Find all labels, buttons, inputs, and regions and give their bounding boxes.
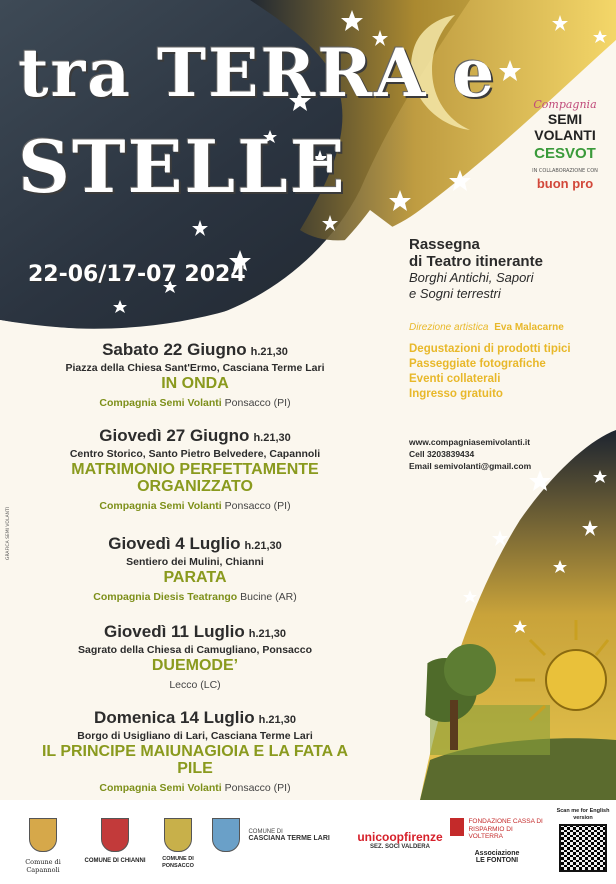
- capannoli-crest-icon: [29, 818, 57, 852]
- event-5: [30, 708, 360, 794]
- event-time: h.21,30: [248, 628, 287, 640]
- event-place: Borgo di Usigliano di Lari, Casciana Terme Lari: [77, 730, 313, 742]
- artistic-direction: [409, 322, 564, 333]
- event-2: [30, 426, 360, 512]
- event-title: DUEMODE’: [151, 657, 239, 674]
- qr-code-block[interactable]: Scan me for English version: [554, 808, 612, 872]
- feature-item: Eventi collaterali: [409, 373, 501, 385]
- casciana-crest-icon: [212, 818, 240, 852]
- organizer-logo: [520, 98, 610, 143]
- logo-ponsacco: COMUNE DI PONSACCO: [150, 818, 206, 870]
- poster-title-line2: STELLE: [18, 124, 347, 209]
- organizer-name: SEMI VOLANTI: [534, 111, 596, 143]
- event-date: Domenica 14 Luglio h.21,30: [94, 708, 296, 727]
- event-company: Compagnia Semi Volanti Ponsacco (PI): [99, 782, 291, 794]
- feature-item: Ingresso gratuito: [409, 388, 503, 400]
- direction-label: Direzione artistica: [409, 322, 489, 333]
- intro-line3: Borghi Antichi, Sapori: [409, 270, 534, 285]
- event-time: h.21,30: [258, 714, 296, 726]
- event-place: Centro Storico, Santo Pietro Belvedere, Capannoli: [69, 448, 321, 460]
- event-3: [30, 534, 360, 603]
- logo-casciana: COMUNE DI CASCIANA TERME LARI: [212, 818, 342, 852]
- event-4: [30, 622, 360, 691]
- logo-chianni: COMUNE DI CHIANNI: [84, 818, 146, 864]
- ponsacco-crest-icon: [164, 818, 192, 852]
- event-place: Sagrato della Chiesa di Camugliano, Ponsacco: [78, 644, 312, 656]
- logo-fondazione: FONDAZIONE CASSA DI RISPARMIO DI VOLTERRA: [450, 818, 550, 841]
- event-title: IN ONDA: [161, 375, 229, 392]
- event-title: MATRIMONIO PERFETTAMENTE ORGANIZZATO: [71, 461, 319, 495]
- side-credit: GRAFICA SEMI VOLANTI: [6, 506, 11, 560]
- event-time: h.21,30: [250, 346, 288, 358]
- phone-number: Cell 3203839434: [409, 449, 475, 459]
- event-date: Sabato 22 Giugno h.21,30: [102, 340, 288, 359]
- event-date: Giovedì 4 Luglio h.21,30: [108, 534, 282, 553]
- collab-label: IN COLLABORAZIONE CON: [532, 168, 598, 174]
- direction-name: Eva Malacarne: [494, 322, 564, 333]
- intro-line2: di Teatro itinerante: [409, 253, 543, 270]
- buonpro-logo: buon pro: [536, 176, 594, 191]
- intro-line1: Rassegna: [409, 236, 480, 253]
- event-place: Piazza della Chiesa Sant'Ermo, Casciana Terme Lari: [65, 362, 325, 374]
- event-date: Giovedì 11 Luglio h.21,30: [103, 622, 287, 641]
- event-title: IL PRINCIPE MAIUNAGIOIA E LA FATA A PILE: [41, 743, 349, 777]
- logo-unicoop: unicoopfirenze SEZ. SOCI VALDERA: [357, 830, 443, 850]
- event-place: Sentiero dei Mulini, Chianni: [126, 556, 264, 568]
- event-time: h.21,30: [244, 540, 282, 552]
- features-list: [409, 342, 571, 402]
- event-title: PARATA: [163, 569, 227, 586]
- fondazione-crest-icon: [450, 818, 464, 836]
- event-date: Giovedì 27 Giugno h.21,30: [99, 426, 291, 445]
- feature-item: Degustazioni di prodotti tipici: [409, 343, 571, 355]
- feature-item: Passeggiate fotografiche: [409, 358, 546, 370]
- event-company: Compagnia Semi Volanti Ponsacco (PI): [99, 500, 291, 512]
- poster-title-line1: tra TERRA e: [18, 34, 497, 112]
- email-address[interactable]: Email semivolanti@gmail.com: [409, 461, 532, 471]
- chianni-crest-icon: [101, 818, 129, 852]
- contacts: [409, 436, 531, 472]
- event-time: h.21,30: [253, 432, 291, 444]
- logo-le-fontoni: Associazione LE FONTONI: [474, 850, 520, 864]
- logo-capannoli: Comune di Capannoli: [12, 818, 74, 874]
- event-1: [30, 340, 360, 409]
- event-company: Compagnia Semi Volanti Ponsacco (PI): [99, 397, 291, 409]
- festival-dates: 22-06/17-07 2024: [28, 262, 246, 287]
- intro-line4: e Sogni terrestri: [409, 286, 501, 301]
- organizer-small: Compagnia: [533, 98, 597, 111]
- event-company: Lecco (LC): [169, 679, 221, 691]
- qr-code-icon[interactable]: [559, 824, 607, 872]
- website-link[interactable]: www.compagniasemivolanti.it: [409, 437, 531, 447]
- event-company: Compagnia Diesis Teatrango Bucine (AR): [93, 591, 297, 603]
- cesvot-logo: CESVOT: [534, 145, 596, 162]
